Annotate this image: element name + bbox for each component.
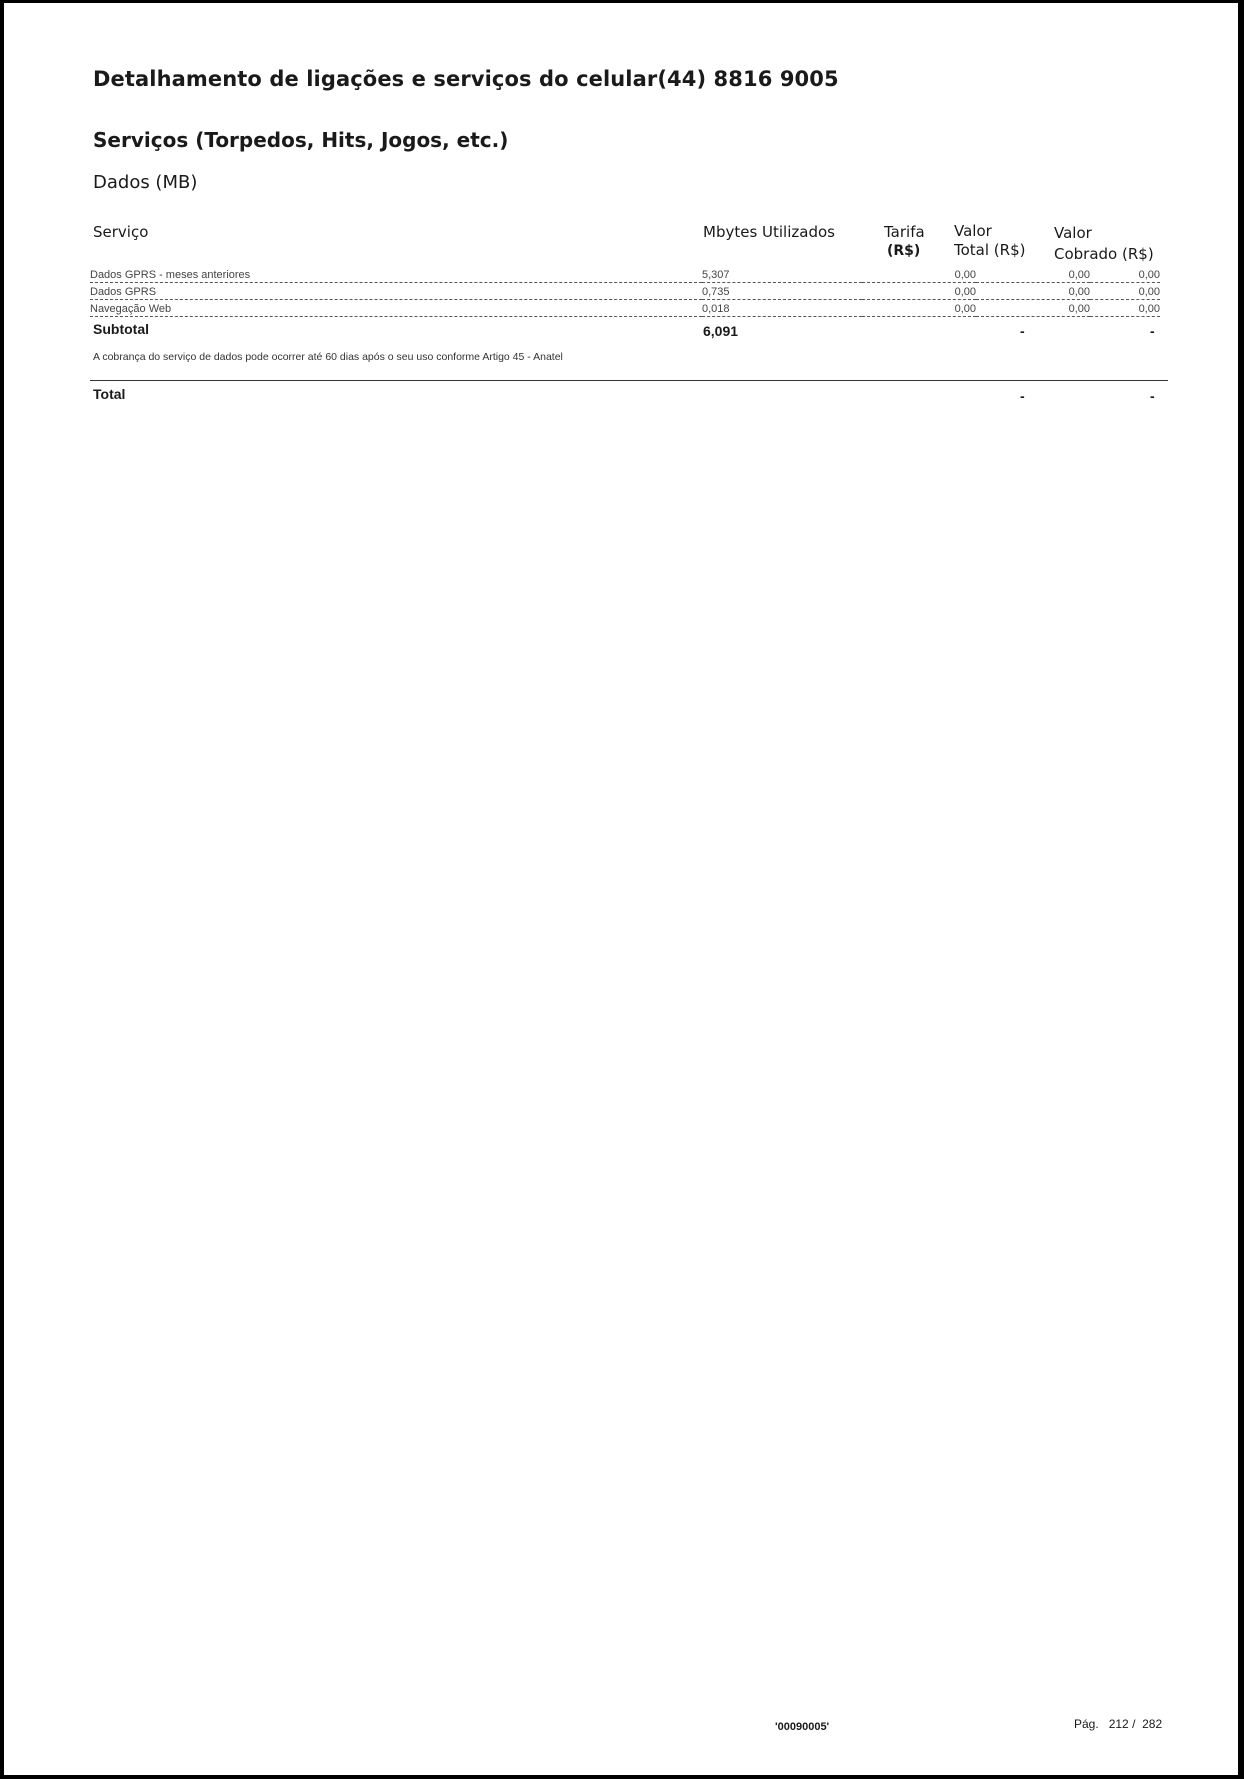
row-mbytes: 0,735 xyxy=(702,285,862,300)
total-valor-total: - xyxy=(1020,388,1025,404)
row-mbytes: 0,018 xyxy=(702,302,862,317)
row-service: Dados GPRS - meses anteriores xyxy=(90,268,702,283)
subtotal-valor-total: - xyxy=(1020,323,1025,339)
col-header-valor-cobrado xyxy=(1054,224,1154,264)
page-label: Pág. xyxy=(1074,1717,1099,1731)
table-row xyxy=(90,302,1160,318)
col-header-mbytes: Mbytes Utilizados xyxy=(703,223,835,241)
subtotal-mbytes: 6,091 xyxy=(703,323,739,339)
document-code: '00090005' xyxy=(775,1721,830,1733)
divider xyxy=(90,380,1168,381)
row-service: Navegação Web xyxy=(90,302,702,317)
page-number xyxy=(1074,1717,1162,1731)
col-header-service: Serviço xyxy=(93,223,149,241)
billing-note: A cobrança do serviço de dados pode ocorrer até 60 dias após o seu uso conforme Artigo 45 - Anatel xyxy=(93,351,563,363)
row-valor-total: 0,00 xyxy=(976,268,1090,283)
col-header-tarifa-line2: (R$) xyxy=(887,243,921,259)
bill-page xyxy=(4,3,1238,1775)
row-tarifa: 0,00 xyxy=(862,285,976,300)
table-row xyxy=(90,268,1160,284)
col-header-valor-cobrado-line2: Cobrado (R$) xyxy=(1054,245,1154,263)
row-service: Dados GPRS xyxy=(90,285,702,300)
page-current: 212 xyxy=(1108,1717,1129,1731)
col-header-valor-total-line2: Total (R$) xyxy=(954,241,1026,259)
row-valor-cobrado: 0,00 xyxy=(1090,268,1160,283)
row-valor-total: 0,00 xyxy=(976,302,1090,317)
section-title: Serviços (Torpedos, Hits, Jogos, etc.) xyxy=(93,128,509,152)
page-title: Detalhamento de ligações e serviços do celular(44) 8816 9005 xyxy=(93,67,839,91)
row-valor-cobrado: 0,00 xyxy=(1090,285,1160,300)
subtotal-label: Subtotal xyxy=(93,321,149,337)
row-valor-cobrado: 0,00 xyxy=(1090,302,1160,317)
row-mbytes: 5,307 xyxy=(702,268,862,283)
page-total: 282 xyxy=(1142,1717,1163,1731)
col-header-valor-cobrado-line1: Valor xyxy=(1054,224,1092,242)
row-valor-total: 0,00 xyxy=(976,285,1090,300)
col-header-tarifa xyxy=(884,223,925,261)
row-tarifa: 0,00 xyxy=(862,302,976,317)
col-header-tarifa-line1: Tarifa xyxy=(884,223,925,241)
row-tarifa: 0,00 xyxy=(862,268,976,283)
total-valor-cobrado: - xyxy=(1150,388,1155,404)
col-header-valor-total-line1: Valor xyxy=(954,222,992,240)
page-separator: / xyxy=(1132,1717,1136,1731)
col-header-valor-total xyxy=(954,222,1025,260)
table-row xyxy=(90,285,1160,301)
total-label: Total xyxy=(93,386,126,402)
subsection-title: Dados (MB) xyxy=(93,172,198,193)
subtotal-valor-cobrado: - xyxy=(1150,323,1155,339)
